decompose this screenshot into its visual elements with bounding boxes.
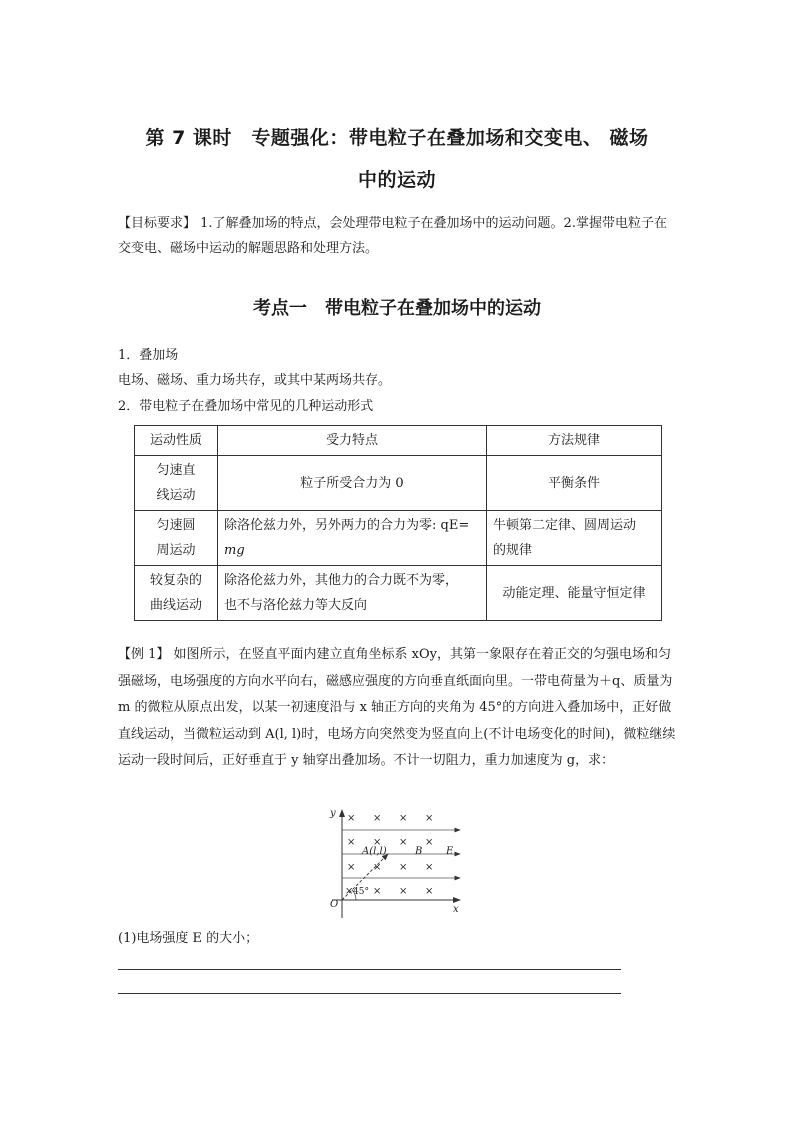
objectives-text: 1.了解叠加场的特点，会处理带电粒子在叠加场中的运动问题。2.掌握带电粒子在交变电、磁场中运动的解题思路和处理方法。	[118, 216, 667, 256]
item2-title: 2．带电粒子在叠加场中常见的几种运动形式	[118, 399, 374, 414]
lesson-title-line2: 中的运动	[357, 169, 436, 191]
cross-mark: ×	[373, 837, 382, 848]
example-tag: 【例 1】	[118, 647, 170, 662]
cross-mark: ×	[399, 837, 408, 848]
answer-line	[118, 993, 621, 994]
angle-label: 45°	[353, 887, 369, 897]
table-row	[135, 511, 662, 566]
question-1: (1)电场强度 E 的大小；	[118, 931, 259, 946]
table-header-row	[135, 426, 662, 456]
table-cell: 平衡条件	[487, 456, 662, 511]
motion-table	[134, 425, 662, 621]
example-text: 如图所示，在竖直平面内建立直角坐标系 xOy，其第一象限存在着正交的匀强电场和匀强磁场，电场强度的方向水平向右，磁感应强度的方向垂直纸面向里。一带电荷量为＋q、质量为 m 的微粒从原点出发，以某一初速度沿与 x 轴正方向的夹角为 45°的方向进入叠加场中，正好做直线运动，当微粒运动到 A(l, l)时，电场方向突然变为竖直向上(不计电场变化的时间)，微粒继续运动一段时间后，正好垂直于 y 轴穿出叠加场。不计一切阻力，重力加速度为 g，求：	[118, 647, 676, 768]
cross-mark: ×	[425, 837, 434, 848]
cross-mark: ×	[347, 862, 356, 873]
cross-mark: ×	[373, 813, 382, 824]
cross-mark: ×	[425, 862, 434, 873]
table-cell: 除洛伦兹力外，另外两力的合力为零: qE= mg	[218, 511, 487, 566]
table-cell: 牛顿第二定律、圆周运动 的规律	[487, 511, 662, 566]
answer-line	[118, 969, 621, 970]
field-e-label: E	[446, 846, 454, 857]
objectives-tag: 【目标要求】	[118, 216, 197, 231]
cross-mark: ×	[345, 886, 354, 897]
field-diagram	[326, 804, 466, 920]
cross-mark: ×	[399, 886, 408, 897]
lesson-title-line1: 第 7 课时 专题强化：带电粒子在叠加场和交变电、 磁场	[145, 127, 649, 149]
cross-mark: ×	[373, 862, 382, 873]
axis-x-label: x	[453, 904, 459, 915]
item1-title: 1．叠加场	[118, 348, 179, 363]
cross-mark: ×	[399, 813, 408, 824]
cross-mark: ×	[347, 837, 356, 848]
table-header: 受力特点	[218, 426, 487, 456]
cross-mark: ×	[373, 886, 382, 897]
cross-mark: ×	[347, 813, 356, 824]
axis-y-label: y	[330, 808, 336, 819]
table-cell: 动能定理、能量守恒定律	[487, 566, 662, 621]
section-title: 考点一 带电粒子在叠加场中的运动	[253, 298, 541, 319]
table-cell: 匀速圆 周运动	[135, 511, 218, 566]
table-header: 方法规律	[487, 426, 662, 456]
example-paragraph	[118, 642, 678, 775]
table-cell: 匀速直 线运动	[135, 456, 218, 511]
origin-label: O	[330, 899, 339, 910]
cross-mark: ×	[425, 813, 434, 824]
table-row	[135, 566, 662, 621]
table-row	[135, 456, 662, 511]
item1-text: 电场、磁场、重力场共存，或其中某两场共存。	[118, 373, 392, 388]
table-header: 运动性质	[135, 426, 218, 456]
cross-mark: ×	[425, 886, 434, 897]
table-cell: 除洛伦兹力外，其他力的合力既不为零， 也不与洛伦兹力等大反向	[218, 566, 487, 621]
table-cell: 粒子所受合力为 0	[218, 456, 487, 511]
objectives-paragraph	[118, 211, 678, 261]
point-b-label: B	[415, 846, 423, 857]
cross-mark: ×	[399, 862, 408, 873]
table-cell: 较复杂的 曲线运动	[135, 566, 218, 621]
point-a-label: A(l,l)	[362, 846, 387, 857]
